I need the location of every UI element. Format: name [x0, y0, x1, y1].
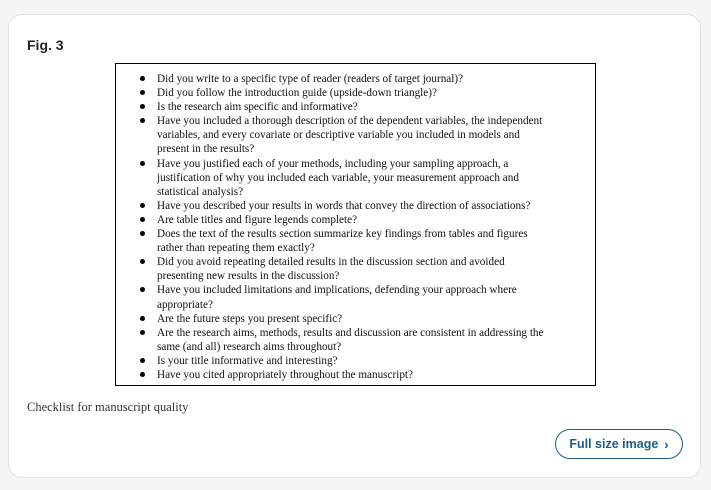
checklist-item [116, 283, 585, 311]
checklist-item-line: Are the future steps you present specific? [157, 312, 343, 325]
checklist-item-line: Have you cited appropriately throughout the manuscript? [157, 368, 413, 381]
figure-card [8, 14, 701, 478]
bullet-icon [140, 203, 145, 208]
bullet-icon [140, 90, 145, 95]
checklist-item-line: Did you follow the introduction guide (upside-down triangle)? [157, 87, 437, 100]
figure-image[interactable] [115, 63, 596, 386]
checklist-item [116, 100, 585, 114]
checklist-item [116, 326, 585, 354]
checklist-item-line: Does the text of the results section summarize key findings from tables and figures [157, 228, 528, 241]
full-size-image-button[interactable] [555, 429, 683, 459]
checklist-item [116, 354, 585, 368]
bullet-icon [140, 217, 145, 222]
checklist-item-line: present in the results? [157, 143, 255, 156]
chevron-right-icon: › [664, 436, 669, 452]
checklist-item-line: rather than repeating them exactly? [157, 242, 315, 255]
checklist-item-line: Did you avoid repeating detailed results in the discussion section and avoided [157, 256, 505, 269]
checklist-item [116, 227, 585, 255]
bullet-icon [140, 231, 145, 236]
checklist-item [116, 86, 585, 100]
checklist-item-line: Have you described your results in words that convey the direction of associations? [157, 199, 531, 212]
checklist-item-line: presenting new results in the discussion? [157, 270, 340, 283]
bullet-icon [140, 104, 145, 109]
checklist-item-line: appropriate? [157, 298, 213, 311]
checklist-item [116, 312, 585, 326]
bullet-icon [140, 358, 145, 363]
full-size-image-label: Full size image [569, 437, 659, 451]
checklist-item [116, 368, 585, 382]
bullet-icon [140, 287, 145, 292]
bullet-icon [140, 76, 145, 81]
checklist-item [116, 213, 585, 227]
checklist-item-line: Is your title informative and interesting? [157, 354, 338, 367]
checklist-item [116, 72, 585, 86]
checklist-item-line: Is the research aim specific and informative? [157, 101, 358, 114]
checklist-item-line: same (and all) research aims throughout? [157, 340, 342, 353]
bullet-icon [140, 118, 145, 123]
checklist-item [116, 199, 585, 213]
checklist-item-line: Have you included a thorough description of the dependent variables, the independent [157, 115, 543, 128]
checklist-item-line: Are the research aims, methods, results and discussion are consistent in addressing the [157, 326, 544, 339]
checklist-item-line: Have you justified each of your methods, including your sampling approach, a [157, 157, 509, 170]
checklist-item-line: variables, and every covariate or descriptive variable you included in models and [157, 129, 520, 142]
bullet-icon [140, 330, 145, 335]
checklist-item-line: justification of why you included each variable, your measurement approach and [157, 171, 519, 184]
figure-caption: Checklist for manuscript quality [27, 400, 189, 414]
checklist-item-line: Did you write to a specific type of reader (readers of target journal)? [157, 73, 464, 85]
checklist-item [116, 255, 585, 283]
bullet-icon [140, 259, 145, 264]
bullet-icon [140, 161, 145, 166]
figure-label: Fig. 3 [27, 37, 64, 53]
checklist-item-line: Have you included limitations and implications, defending your approach where [157, 284, 517, 297]
bullet-icon [140, 372, 145, 377]
checklist-item [116, 157, 585, 199]
checklist-item-line: statistical analysis? [157, 185, 244, 198]
checklist [116, 64, 595, 382]
checklist-item-line: Are table titles and figure legends complete? [157, 213, 358, 226]
bullet-icon [140, 316, 145, 321]
checklist-item [116, 114, 585, 156]
